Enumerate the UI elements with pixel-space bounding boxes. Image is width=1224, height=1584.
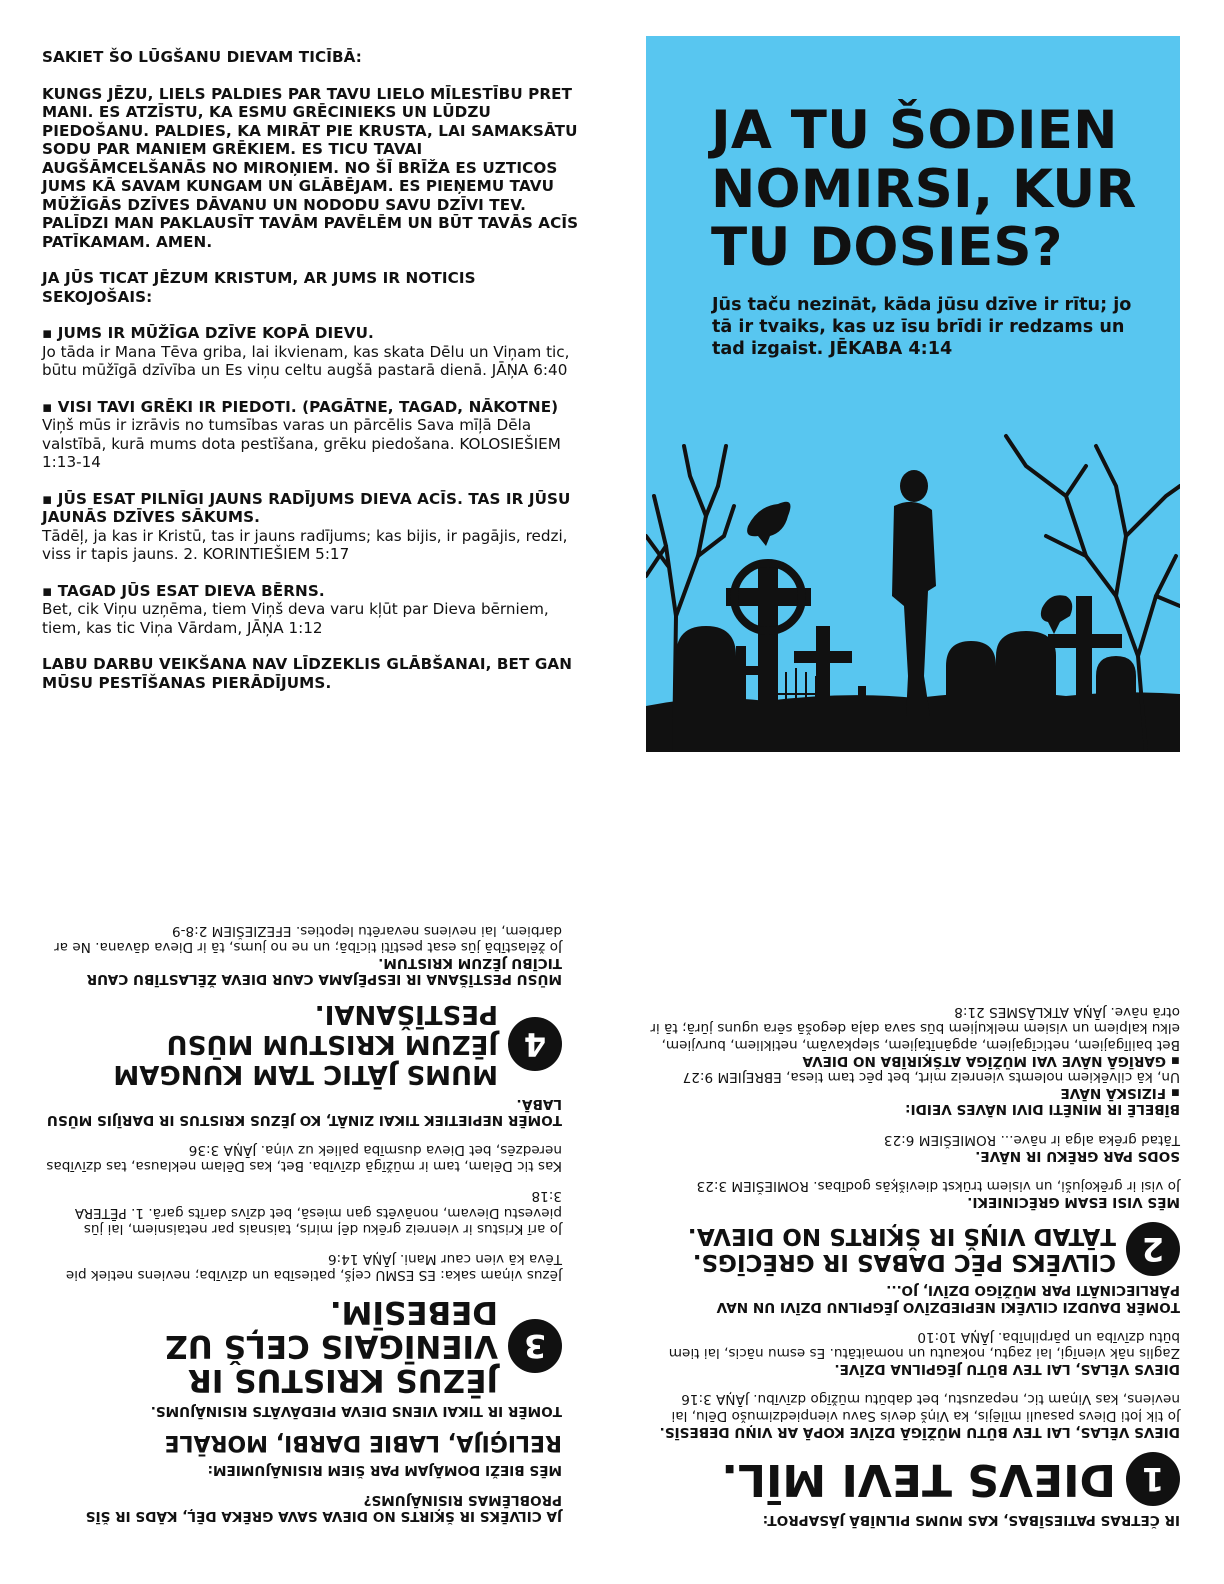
truth-2-h: ▪ GARĪGĀ NĀVE VAI MŪŽĪGA ATŠĶIRĪBA NO DIEVA — [802, 1052, 1180, 1069]
truth-4-title: MUMS JĀTIC TAM KUNGAM JĒZUM KRISTUM MŪSU PESTĪŠANAI. — [113, 999, 498, 1090]
truth-1-b: Jo tik ļoti Dievs pasauli mīlējis, ka Viņš devis Savu vienpiedzimušo Dēlu, lai neviens, kas Viņam tic, nepazustu, bet dabūtu mūžīgo dzīvību. JĀŅA 3:16 — [671, 1391, 1180, 1424]
truth-2-a: MĒS VISI ESAM GRĒCINIEKI. — [967, 1194, 1180, 1211]
prayer-heading: SAKIET ŠO LŪGŠANU DIEVAM TICĪBĀ: — [42, 48, 362, 66]
truth-2-title: CILVĒKS PĒC DABAS IR GRĒCĪGS. TĀTAD VIŅŠ IR ŠĶIRTS NO DIEVA. — [687, 1223, 1116, 1276]
point-4 — [42, 582, 582, 638]
truth-3-title: JĒZUS KRISTUS IR VIENĪGAIS CEĻŠ UZ DEBESĪM. — [165, 1294, 498, 1399]
truth-1-header — [640, 1452, 1180, 1506]
truth-2-f: ▪ FIZISKĀ NĀVE — [1060, 1085, 1180, 1102]
truth-4-statement: MŪSU PESTĪŠANA IR IESPĒJAMA CAUR DIEVA ŽĒLASTĪBU CAUR TICĪBU JĒZUM KRISTUM. — [86, 955, 562, 988]
point-4-title: ▪ TAGAD JŪS ESAT DIEVA BĒRNS. — [42, 581, 325, 600]
question-text: JA CILVĒKS IR ŠĶIRTS NO DIEVA SAVA GRĒKA DĒĻ, KĀDS IR ŠĪS PROBLĒMAS RISINĀJUMS? — [85, 1491, 562, 1524]
prayer-closing: LABU DARBU VEIKŠANA NAV LĪDZEKLIS GLĀBŠANAI, BET GAN MŪSU PESTĪŠANAS PIERĀDĪJUMS. — [42, 655, 573, 692]
solutions-intro: MĒS BIEŽI DOMĀJAM PAR ŠIEM RISINĀJUMIEM: — [207, 1461, 562, 1478]
point-4-body: Bet, cik Viņu uzņēma, tiem Viņš deva varu kļūt par Dieva bērniem, tiem, kas tic Viņa Vārdam, JĀŅA 1:12 — [42, 600, 549, 637]
truth-2-g: Un, kā cilvēkiem nolemts vienreiz mirt, bet pēc tam tiesa, EBREJIEM 9:27 — [682, 1068, 1180, 1085]
truth-3-verse-c: Kas tic Dēlam, tam ir mūžīgā dzīvība. Bet, kas Dēlam neklausa, tas dzīvības neredzēs, bet Dieva dusmība paliek uz viņa. JĀŅA 3:36 — [46, 1141, 562, 1175]
truth-3-number: 3 — [508, 1319, 562, 1373]
only-solution: TOMĒR IR TIKAI VIENS DIEVA PIEDĀVĀTS RISINĀJUMS. — [150, 1403, 562, 1420]
truth-2-header — [640, 1222, 1180, 1276]
truth-1-title: DIEVS TEVI MĪL. — [721, 1453, 1116, 1505]
point-3-body: Tādēļ, ja kas ir Kristū, tas ir jauns radījums; kas bijis, ir pagājis, redzi, viss ir tapis jauns. 2. KORINTIEŠIEM 5:17 — [42, 526, 568, 563]
truth-2-c: SODS PAR GRĒKU IR NĀVE. — [975, 1147, 1180, 1164]
graveyard-illustration — [646, 376, 1180, 752]
truth-1-d: Zaglis nāk vienīgi, lai zagtu, nokautu un nomaitātu. Es esmu nācis, lai tiem būtu dzīvība un pārpilnība. JĀŅA 10:10 — [668, 1328, 1180, 1361]
truth-2-d: Tātad grēka alga ir nāve... ROMIEŠIEM 6:23 — [883, 1131, 1180, 1148]
truth-2-b: Jo visi ir grēkojuši, un visiem trūkst dievišķās godības. ROMIEŠIEM 3:23 — [696, 1177, 1180, 1194]
truth-1-e: TOMĒR DAUDZI CILVĒKI NEPIEDZĪVO JĒGPILNU DZĪVI UN NAV PĀRLIECINĀTI PAR MŪŽĪGO DZĪVI, JO... — [716, 1282, 1180, 1315]
religion-heading: RELIĢIJA, LABIE DARBI, MORĀLE — [164, 1430, 562, 1456]
point-3 — [42, 490, 582, 564]
truth-2-e: BĪBELĒ IR MINĒTI DIVI NĀVES VEIDI: — [905, 1101, 1180, 1118]
panel-truths-1-2 — [640, 788, 1180, 1528]
truth-3-verse-b: Jo arī Kristus ir vienreiz grēku dēļ miris, taisnais par netaisniem, lai jūs pievestu Dievam, nonāvēts gan miesā, bet dzīvs darīts garā. 1. PĒTERA 3:18 — [74, 1188, 562, 1237]
point-1-title: ▪ JUMS IR MŪŽĪGA DZĪVE KOPĀ DIEVU. — [42, 324, 374, 342]
prayer-text: KUNGS JĒZU, LIELS PALDIES PAR TAVU LIELO MĪLESTĪBU PRET MANI. ES ATZĪSTU, KA ESMU GRĒCINIEKS UN LŪDZU PIEDOŠANU. PALDIES, KA MIRĀT PIE KRUSTA, LAI SAMAKSĀTU SODU PAR MANIEM GRĒKIEM. ES TICU TAVAI AUGŠĀMCELŠANĀS NO MIROŅIEM. NO ŠĪ BRĪŽA ES UZTICOS JUMS KĀ SAVAM KUNGAM UN GLĀBĒJAM. ES PIEŅEMU TAVU MŪŽĪGĀS DZĪVES DĀVANU UN NODODU SAVU DZĪVI TEV. PALĪDZI MAN PAKLAUSĪT TAVĀM PAVĒLĒM UN BŪT TAVĀS ACĪS PATĪKAMAM. AMEN. — [42, 84, 579, 251]
truth-1-a: DIEVS VĒLAS, LAI TEV BŪTU MŪŽĪGĀ DZĪVE KOPĀ AR VIŅU DEBESĪS. — [659, 1423, 1180, 1440]
four-truths-intro: IR ČETRAS PATIESĪBAS, KAS MUMS PILNĪBĀ JĀSAPROT: — [762, 1512, 1180, 1528]
truth-2-number: 2 — [1126, 1222, 1180, 1276]
truth-4-number: 4 — [508, 1017, 562, 1071]
point-1 — [42, 324, 582, 380]
truth-1-number: 1 — [1126, 1452, 1180, 1506]
prayer-panel — [42, 48, 582, 710]
truth-4-verse: Jo žēlastībā jūs esat pestīti ticībā; un ne no jums, tā ir Dieva dāvana. Ne ar darbiem, lai neviens nevarētu lepoties. EFEZIEŠIEM 2:8-9 — [54, 922, 562, 955]
truth-2-i: Bet bailīgajiem, neticīgajiem, apgānītajiem, slepkavām, netikliem, burvjiem, elku kalpiem un visiem melkuļiem būs sava daļa degošā sēra uguns jūrā; tā ir otrā nāve. JĀŅA ATKLĀSMES 21:8 — [650, 1004, 1180, 1053]
point-2-title: ▪ VISI TAVI GRĒKI IR PIEDOTI. (PAGĀTNE, TAGAD, NĀKOTNE) — [42, 397, 559, 416]
point-3-title: ▪ JŪS ESAT PILNĪGI JAUNS RADĪJUMS DIEVA ACĪS. TAS IR JŪSU JAUNĀS DZĪVES SĀKUMS. — [42, 489, 571, 526]
truth-1-c: DIEVS VĒLAS, LAI TEV BŪTU JĒGPILNA DZĪVE. — [834, 1361, 1180, 1378]
truth-4-header — [42, 999, 562, 1089]
truth-3-verse-a: Jēzus viņam saka: ES ESMU ceļš, patiesība un dzīvība; neviens netiek pie Tēva kā vien caur Mani. JĀŅA 14:6 — [65, 1250, 562, 1284]
point-2 — [42, 398, 582, 472]
prayer-intro: JA JŪS TICAT JĒZUM KRISTUM, AR JUMS IR NOTICIS SEKOJOŠAIS: — [42, 269, 476, 306]
point-2-body: Viņš mūs ir izrāvis no tumsības varas un pārcēlis Sava mīļā Dēla valstībā, kurā mums dota pestīšana, grēku piedošana. KOLOSIEŠIEM 1:13-14 — [42, 416, 561, 471]
truth-3-note: TOMĒR NEPIETIEK TIKAI ZINĀT, KO JĒZUS KRISTUS IR DARĪJIS MŪSU LABĀ. — [46, 1095, 562, 1128]
cover-panel — [646, 36, 1180, 752]
cover-title: JA TU ŠODIEN NOMIRSI, KUR TU DOSIES? — [711, 100, 1137, 278]
cover-verse: Jūs taču nezināt, kāda jūsu dzīve ir rītu; jo tā ir tvaiks, kas uz īsu brīdi ir redzams un tad izgaist. JĒKABA 4:14 — [712, 295, 1132, 359]
panel-truths-3-4 — [42, 788, 562, 1524]
point-1-body: Jo tāda ir Mana Tēva griba, lai ikvienam, kas skata Dēlu un Viņam tic, būtu mūžīgā dzīvība un Es viņu celtu augšā pastarā dienā. JĀŅA 6:40 — [42, 342, 570, 379]
truth-3-header — [42, 1295, 562, 1397]
